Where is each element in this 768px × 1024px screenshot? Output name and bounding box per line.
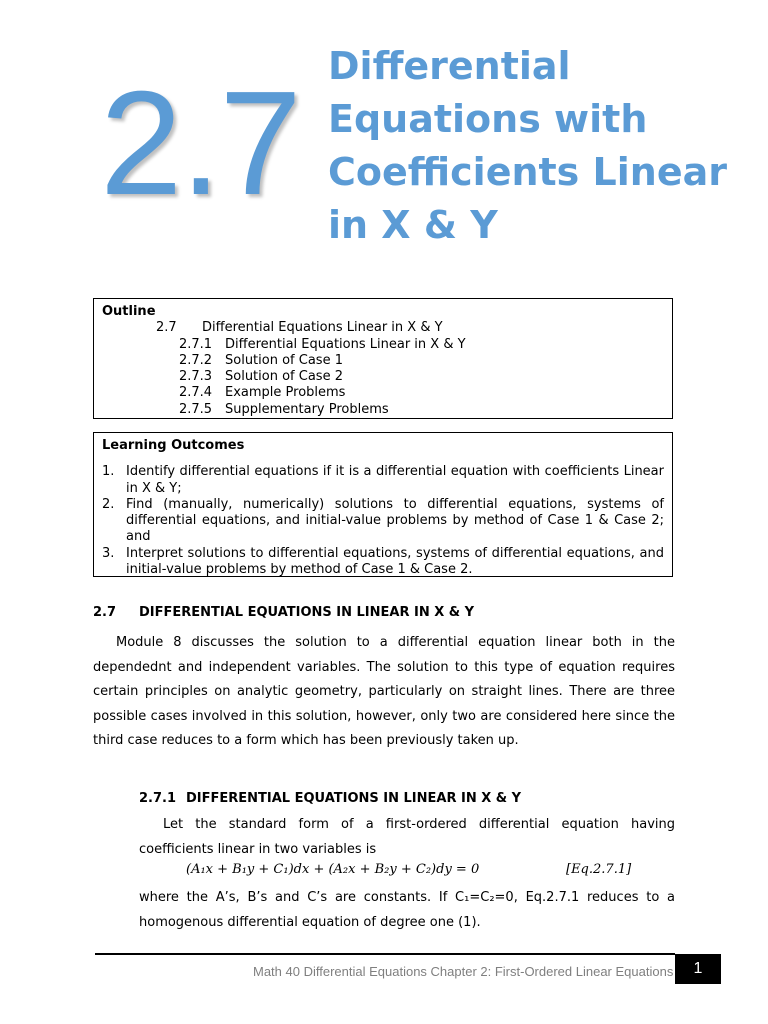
subsection-heading	[139, 791, 521, 806]
page-number: 1	[675, 954, 721, 984]
outline-box	[93, 298, 673, 419]
learning-outcome-item	[102, 464, 664, 497]
learning-outcome-item	[102, 497, 664, 546]
subsection-number: 2.7.1	[139, 791, 177, 806]
outline-item-label: Solution of Case 2	[225, 369, 343, 385]
footer-text: Math 40 Differential Equations Chapter 2: First-Ordered Linear Equations	[253, 964, 674, 979]
outline-item-label: Example Problems	[225, 385, 346, 401]
section-title: DIFFERENTIAL EQUATIONS IN LINEAR IN X & Y	[139, 605, 475, 620]
section-paragraph: Module 8 discusses the solution to a differential equation linear both in the dependednt and independent variables. The solution to this type of equation requires certain principles on analytic geometry, particularly on straight lines. There are three possible cases involved in this solution, however, only two are considered here since the third case reduces to a form which has been previously taken up.	[93, 635, 675, 748]
equation-reference: [Eq.2.7.1]	[566, 862, 632, 877]
chapter-number: 2.7	[100, 61, 300, 226]
subsection-paragraph: where the A’s, B’s and C’s are constants. If C₁=C₂=0, Eq.2.7.1 reduces to a homogenous differential equation of degree one (1).	[139, 890, 675, 930]
learning-outcome-item	[102, 546, 664, 579]
outline-item-number: 2.7.2	[179, 352, 213, 368]
learning-outcomes-heading: Learning Outcomes	[102, 438, 245, 453]
outline-item-number: 2.7.3	[179, 369, 213, 385]
outline-item	[102, 337, 664, 353]
outline-heading: Outline	[102, 304, 156, 319]
list-marker: 1.	[102, 464, 115, 480]
learning-outcome-text: Identify differential equations if it is a differential equation with coefficients Linear in X & Y;	[126, 464, 664, 496]
outline-item	[102, 402, 664, 418]
learning-outcome-text: Interpret solutions to differential equations, systems of differential equations, and initial-value problems by method of Case 1 & Case 2.	[126, 545, 664, 578]
outline-item	[102, 320, 664, 336]
learning-outcomes-list	[102, 464, 664, 578]
list-marker: 3.	[102, 545, 115, 561]
outline-item	[102, 385, 664, 401]
chapter-title-line: Equations with	[328, 97, 648, 141]
outline-item	[102, 353, 664, 369]
subsection-title: DIFFERENTIAL EQUATIONS IN LINEAR IN X & Y	[186, 791, 522, 806]
equation: (A₁x + B₁y + C₁)dx + (A₂x + B₂y + C₂)dy = 0	[186, 862, 480, 877]
chapter-title	[328, 40, 758, 252]
outline-item-label: Differential Equations Linear in X & Y	[202, 320, 443, 336]
chapter-title-line: Differential	[328, 44, 571, 88]
outline-item	[102, 369, 664, 385]
section-heading	[93, 605, 474, 620]
chapter-title-line: in X & Y	[328, 203, 498, 247]
outline-item-number: 2.7	[156, 320, 177, 336]
outline-item-number: 2.7.4	[179, 385, 213, 401]
list-marker: 2.	[102, 496, 115, 512]
outline-item-number: 2.7.1	[179, 336, 213, 352]
section-number: 2.7	[93, 605, 117, 620]
learning-outcomes-box	[93, 432, 673, 577]
outline-item-number: 2.7.5	[179, 401, 213, 417]
footer-rule	[95, 953, 675, 955]
learning-outcome-text: Find (manually, numerically) solutions to differential equations, systems of differential equations, and initial-value problems by method of Case 1 & Case 2; and	[126, 496, 664, 545]
chapter-title-line: Coefficients Linear	[328, 150, 727, 194]
outline-item-label: Solution of Case 1	[225, 352, 343, 368]
subsection-intro: Let the standard form of a first-ordered differential equation having coefficients linear in two variables is	[139, 817, 675, 857]
outline-item-label: Supplementary Problems	[225, 401, 389, 417]
outline-item-label: Differential Equations Linear in X & Y	[225, 336, 466, 352]
